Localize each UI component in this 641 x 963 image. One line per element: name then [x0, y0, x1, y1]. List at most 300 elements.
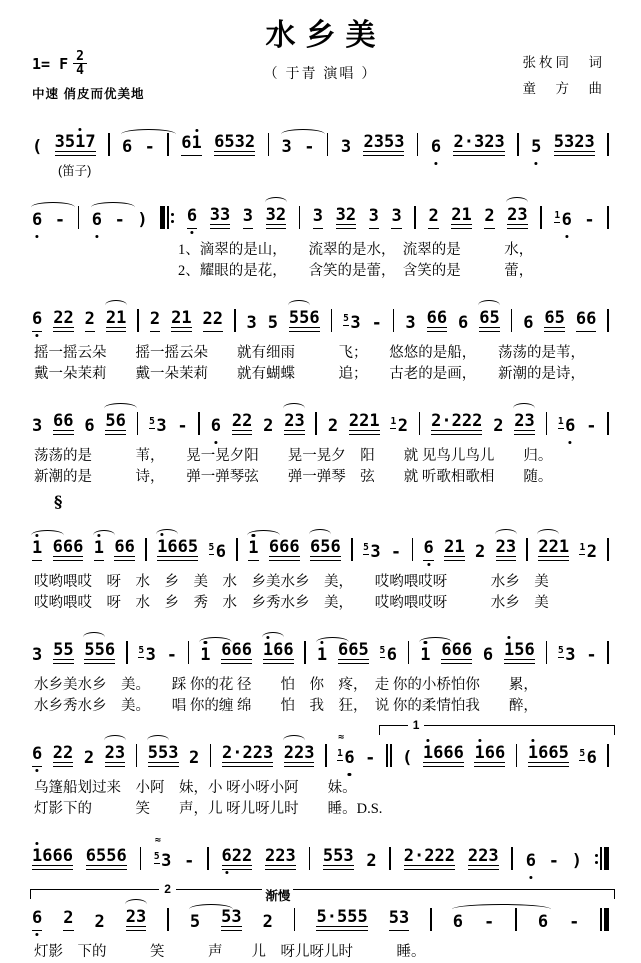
- note: [289, 310, 320, 332]
- note-digit: 2: [451, 411, 462, 432]
- note-digit: 5: [333, 846, 344, 867]
- lyrics-row: 灯影 下的 笑 声 儿 呀儿呀儿时 睡。: [34, 944, 426, 961]
- note-digit: 6: [575, 309, 587, 330]
- notes-row: [30, 185, 611, 240]
- note-digit-high-octave: 1: [93, 538, 104, 559]
- note-digit: 2: [242, 846, 253, 867]
- note-digit: 3: [265, 205, 276, 225]
- note: [214, 134, 255, 156]
- bar-thin-line: [516, 744, 518, 767]
- note-digit: 5: [158, 743, 169, 764]
- note-digit-low-octave: 5: [531, 137, 542, 157]
- note: [404, 848, 455, 870]
- note-digit-high-octave: 1: [420, 645, 431, 666]
- notes-row: [30, 112, 611, 167]
- tempo-change-label: 渐慢: [262, 886, 293, 904]
- note-digit: 7: [85, 132, 96, 152]
- note: [336, 207, 357, 229]
- key-prefix: 1= F: [32, 54, 69, 73]
- note-digit: 3: [234, 132, 245, 152]
- note-digit-low-octave: 6: [423, 538, 434, 559]
- note-digit: 2: [478, 846, 489, 867]
- note-digit: 2: [52, 743, 64, 764]
- note-digit: 5: [267, 313, 278, 334]
- barline: [414, 206, 416, 229]
- note: [181, 135, 202, 156]
- note: [269, 539, 300, 561]
- lyrics-row: 戴一朵茉莉 戴一朵茉莉 就有蝴蝶 追； 古老的是画， 新潮的是诗，: [34, 366, 585, 383]
- bar-thin-line: [234, 309, 236, 332]
- bar-thin-line: [600, 847, 602, 870]
- note-digit: 6: [523, 313, 534, 334]
- note: [84, 642, 115, 664]
- grace-note: 5: [153, 851, 160, 863]
- note-digit: 6: [114, 537, 125, 558]
- grace-note: 1: [337, 748, 343, 760]
- note: [453, 914, 463, 931]
- dash-note: -: [177, 416, 188, 437]
- note-digit: 6: [386, 645, 398, 666]
- barline: [137, 309, 139, 332]
- note-digit: 5: [320, 537, 331, 558]
- instrument-label: (笛子): [58, 164, 92, 178]
- note: [431, 139, 441, 156]
- note-digit: 6: [309, 308, 320, 329]
- repeat-start-barline: [160, 206, 174, 229]
- volta-bracket-2: [30, 882, 615, 899]
- note: [484, 208, 494, 229]
- music-system: [30, 517, 611, 614]
- bar-thin-line: [331, 309, 333, 332]
- repeat-dot: [595, 854, 598, 857]
- bar-thin-line: [145, 538, 147, 561]
- note: [528, 745, 569, 767]
- song-title: 水乡美: [265, 19, 386, 52]
- note-digit: 6: [548, 743, 559, 764]
- note-digit: 3: [246, 313, 257, 334]
- note: [493, 418, 503, 435]
- volta-label: 2: [159, 882, 176, 896]
- dash-note: -: [548, 851, 559, 872]
- note-digit: 2: [484, 132, 495, 152]
- note-digit: 3: [473, 132, 485, 152]
- slur-arc: [309, 529, 331, 537]
- note-digit: 6: [124, 537, 135, 558]
- note-digit: 1: [454, 537, 465, 558]
- note-digit: 2: [189, 748, 200, 769]
- note: [248, 540, 258, 561]
- dash-note: -: [304, 137, 315, 157]
- bar-thin-line: [607, 309, 609, 332]
- lyrics-row: 哎哟喂哎 呀 水 乡 美 水 乡美水乡 美， 哎哟喂哎呀 水乡 美: [34, 574, 549, 591]
- barline: [315, 412, 317, 435]
- note-digit: 2: [397, 416, 408, 437]
- note: [313, 208, 323, 229]
- repeat-end-barline: [595, 847, 609, 870]
- lyrics-row: 哎哟喂哎 呀 水 乡 秀 水 乡秀水乡 美， 哎哟喂哎呀 水乡 美: [34, 595, 549, 612]
- segno-icon: §: [54, 492, 63, 512]
- note: [475, 544, 485, 561]
- note: [390, 418, 407, 435]
- bar-thin-line: [607, 133, 609, 156]
- note: [263, 642, 294, 664]
- volta-bracket-1: [379, 718, 615, 735]
- note-digit: 3: [32, 645, 43, 666]
- note: [203, 311, 224, 332]
- time-numerator: 2: [73, 50, 87, 64]
- barline: [430, 908, 432, 931]
- note: [55, 134, 96, 156]
- slur-arc: [104, 735, 126, 743]
- note: [558, 647, 575, 664]
- note-digit: 6: [62, 537, 74, 558]
- bar-thin-line: [526, 538, 528, 561]
- note-digit-high-octave: 1: [262, 640, 274, 661]
- note-digit: 1: [461, 205, 472, 225]
- note: [284, 413, 305, 435]
- note-digit: ·: [326, 907, 337, 928]
- note-digit: 6: [436, 308, 448, 329]
- dash-note: -: [390, 542, 402, 563]
- note: [343, 315, 360, 332]
- note-digit-low-octave: 6: [32, 744, 43, 765]
- note-digit: 2: [359, 411, 370, 432]
- note-digit: ·: [441, 411, 452, 432]
- bar-thin-line: [393, 309, 395, 332]
- note: [122, 139, 132, 156]
- note-digit: 2: [403, 846, 415, 867]
- note-digit-low-octave: 6: [565, 416, 576, 437]
- slur-arc: [91, 202, 135, 210]
- slur-arc: [104, 403, 137, 411]
- bar-thin-line: [140, 847, 142, 870]
- barline: [198, 412, 200, 435]
- bar-thin-line: [136, 744, 138, 767]
- note: [458, 315, 468, 332]
- note-digit: 3: [405, 313, 416, 334]
- barline: [419, 412, 421, 435]
- notes-row: [30, 288, 611, 343]
- barline: [511, 309, 513, 332]
- barline: [607, 133, 609, 156]
- note: [514, 413, 535, 435]
- note: [209, 544, 226, 561]
- barline: [137, 412, 139, 435]
- music-system: [30, 718, 611, 820]
- note-digit: 5: [84, 640, 95, 661]
- note: [92, 212, 102, 229]
- barline: [526, 538, 528, 561]
- barline: [268, 133, 270, 156]
- note-digit: 6: [279, 537, 290, 558]
- note-digit: 6: [451, 640, 462, 661]
- note-digit: 3: [373, 132, 384, 152]
- bar-thin-line: [137, 309, 139, 332]
- note: [247, 315, 257, 332]
- note-digit: 6: [330, 537, 341, 558]
- lyrics-row: 灯影下的 笑 声，儿 呀儿呀儿时 睡。D.S.: [34, 801, 383, 818]
- barline: [607, 309, 609, 332]
- note-digit: 2: [231, 411, 243, 432]
- bar-thin-line: [511, 847, 513, 870]
- note-digit: 5: [96, 846, 107, 867]
- note-digit: 6: [586, 309, 597, 330]
- barline: [607, 744, 609, 767]
- bar-thin-line: [607, 744, 609, 767]
- barline: [389, 847, 391, 870]
- note-digit: 5: [64, 132, 76, 152]
- dash-note: -: [371, 313, 382, 334]
- note-digit-low-octave: 6: [32, 309, 43, 330]
- note-digit: 2: [472, 411, 483, 432]
- slur-arc: [288, 300, 310, 308]
- note-digit: 3: [262, 743, 274, 764]
- note-digit: 5: [336, 907, 348, 928]
- barline: [607, 206, 609, 229]
- note: [32, 848, 73, 870]
- note-digit-low-octave: 6: [344, 748, 355, 769]
- note-digit-low-octave: 6: [186, 206, 198, 226]
- time-signature: [73, 50, 87, 77]
- note-digit: 2: [514, 411, 525, 432]
- note-digit: 6: [544, 308, 555, 329]
- bar-thin-line: [167, 206, 169, 229]
- note: [366, 853, 376, 870]
- note-digit: 2: [495, 537, 506, 558]
- repeat-dot: [171, 220, 174, 223]
- note-digit: 2: [538, 537, 549, 558]
- note-digit-high-octave: 1: [32, 846, 43, 867]
- note-digit: 2: [284, 411, 295, 432]
- music-system: [30, 391, 611, 511]
- note: [341, 139, 351, 156]
- note-digit: 2: [434, 846, 445, 867]
- note-digit: 5: [63, 640, 74, 661]
- note-digit: 6: [63, 411, 74, 432]
- note-digit: 2: [453, 132, 464, 152]
- slur-arc: [147, 735, 169, 743]
- dash-note: -: [184, 851, 195, 872]
- note: [389, 910, 410, 931]
- bar-thin-line: [198, 412, 200, 435]
- barline: [309, 847, 311, 870]
- note-digit: 5: [221, 907, 232, 928]
- time-denominator: 4: [76, 63, 84, 78]
- barline: [331, 309, 333, 332]
- note: [32, 418, 42, 435]
- note: [32, 746, 42, 767]
- note-digit: 3: [242, 206, 253, 226]
- barline: [517, 133, 519, 156]
- note-digit: 3: [304, 743, 315, 764]
- music-system: [30, 185, 611, 282]
- dash-note: -: [144, 137, 155, 157]
- note-digit: ·: [232, 743, 243, 764]
- grace-note: 5: [579, 748, 586, 760]
- slur-arc: [506, 197, 528, 205]
- note-digit: 5: [554, 308, 565, 329]
- note: [427, 310, 448, 332]
- note-digit: 5: [357, 907, 368, 928]
- note: [328, 418, 338, 435]
- grace-note: 5: [363, 542, 369, 554]
- music-system: [30, 826, 611, 881]
- note: [157, 539, 198, 561]
- barline: [540, 206, 542, 229]
- bar-thin-line: [108, 133, 110, 156]
- lyricist-credit: 张枚同 词: [522, 55, 605, 70]
- grace-note: 5: [558, 645, 564, 657]
- note-digit-low-octave: 6: [430, 137, 442, 157]
- note: [53, 413, 74, 435]
- note-digit: 2: [221, 743, 233, 764]
- note-digit: 6: [62, 846, 73, 867]
- note-digit: 2: [586, 542, 597, 563]
- bar-thin-line: [408, 641, 410, 664]
- grace-note: 5: [138, 645, 145, 657]
- note-digit-high-octave: 1: [32, 538, 43, 559]
- bar-thick-line: [604, 908, 609, 931]
- barline: [393, 309, 395, 332]
- note-digit: 3: [488, 846, 499, 867]
- bar-thin-line: [137, 412, 139, 435]
- note-digit: 3: [136, 907, 147, 928]
- note: [190, 914, 200, 931]
- barline: [607, 412, 609, 435]
- bar-thin-line: [207, 847, 209, 870]
- note-digit: 2: [231, 846, 243, 867]
- note-digit: 5: [106, 846, 117, 867]
- note-digit: 6: [586, 748, 597, 769]
- score-header: [30, 10, 611, 106]
- note: [576, 311, 597, 332]
- note-digit: 2: [484, 206, 495, 226]
- note-digit-low-octave: 6: [32, 908, 43, 929]
- note-digit: 6: [116, 846, 127, 867]
- note-digit: 2: [275, 205, 287, 225]
- note-digit: 2: [348, 411, 360, 432]
- note: [263, 418, 273, 435]
- note-digit: 6: [310, 537, 321, 558]
- note: [579, 544, 596, 561]
- note-digit: 2: [63, 743, 74, 764]
- note-digit: 5: [388, 908, 399, 929]
- note-digit: 2: [202, 309, 213, 330]
- note-digit: 5: [383, 132, 395, 152]
- slur-arc: [495, 529, 517, 537]
- note-digit: 5: [322, 846, 334, 867]
- barline: [78, 206, 80, 229]
- note-digit: 2: [444, 537, 455, 558]
- slur-arc: [31, 202, 75, 210]
- note-digit: 6: [214, 132, 225, 152]
- note-digit: 6: [283, 640, 294, 661]
- note: [538, 914, 548, 931]
- barline: [108, 133, 110, 156]
- note-digit: 2: [83, 748, 95, 769]
- paren-mark: (: [32, 137, 43, 157]
- note-digit: 2: [293, 743, 305, 764]
- note-digit: 2: [104, 743, 115, 764]
- note-digit: 2: [63, 908, 74, 929]
- note: [221, 909, 242, 931]
- bar-thin-line: [607, 538, 609, 561]
- note: [423, 745, 464, 767]
- slur-arc: [478, 300, 500, 308]
- note: [53, 745, 74, 767]
- note-digit: 6: [337, 640, 349, 661]
- note-digit: 6: [73, 537, 84, 558]
- note: [222, 745, 273, 767]
- note: [211, 418, 221, 435]
- note: [95, 914, 105, 931]
- slur-arc: [125, 899, 147, 907]
- note-digit: 3: [156, 416, 167, 437]
- note: [222, 848, 253, 870]
- note-digit-low-octave: 6: [221, 846, 232, 867]
- credits: [523, 50, 606, 101]
- note: [504, 642, 535, 664]
- note-digit: 2: [283, 743, 294, 764]
- note-digit: 3: [32, 416, 43, 437]
- note: [310, 539, 341, 561]
- note-digit: 3: [161, 851, 172, 872]
- note: [85, 311, 95, 332]
- dash-note: -: [365, 748, 376, 769]
- note: [266, 207, 287, 229]
- note-digit: 2: [262, 912, 273, 933]
- note-digit: 6: [433, 743, 444, 764]
- note-digit: 3: [350, 313, 361, 334]
- note-digit: 2: [444, 846, 456, 867]
- dash-note: -: [569, 912, 580, 933]
- note-digit: 2: [345, 205, 357, 225]
- note: [554, 212, 571, 229]
- note-digit: 6: [348, 640, 359, 661]
- note-digit-high-octave: 1: [75, 132, 86, 152]
- note-digit-high-octave: 1: [200, 645, 211, 666]
- note-digit: 2: [242, 743, 253, 764]
- note: [149, 418, 166, 435]
- note-digit: 2: [366, 851, 377, 872]
- bar-thick-line: [160, 206, 165, 229]
- grace-note: 1: [554, 210, 561, 221]
- note: [126, 909, 147, 931]
- note: [210, 207, 231, 229]
- note-digit: 6: [461, 640, 473, 661]
- grace-note: 5: [208, 542, 215, 554]
- lyrics-row: 荡荡的是 苇， 晃一晃夕阳 晃一晃夕 阳 就 见鸟儿鸟儿 归。: [34, 448, 553, 465]
- bar-thin-line: [325, 744, 327, 767]
- bar-thin-line: [78, 206, 80, 229]
- note-digit: 6: [52, 846, 63, 867]
- note-digit: 3: [145, 645, 156, 666]
- composer-credit: 童 方 曲: [522, 80, 605, 96]
- barline: [546, 412, 548, 435]
- bar-thin-line: [167, 908, 169, 931]
- note-digit: 1: [369, 411, 380, 432]
- slur-arc: [283, 735, 305, 743]
- note: [337, 732, 355, 769]
- note-digit: 2: [242, 411, 253, 432]
- note-digit: 2: [94, 912, 105, 933]
- note: [544, 310, 565, 332]
- note: [431, 413, 482, 435]
- lyrics-row: 新潮的是 诗， 弹一弹琴弦 弹一弹琴 弦 就 听歌相歌相 随。: [34, 469, 553, 486]
- note-digit-high-octave: 1: [316, 645, 328, 666]
- note-digit: 3: [294, 411, 305, 432]
- note-digit: 6: [484, 743, 495, 764]
